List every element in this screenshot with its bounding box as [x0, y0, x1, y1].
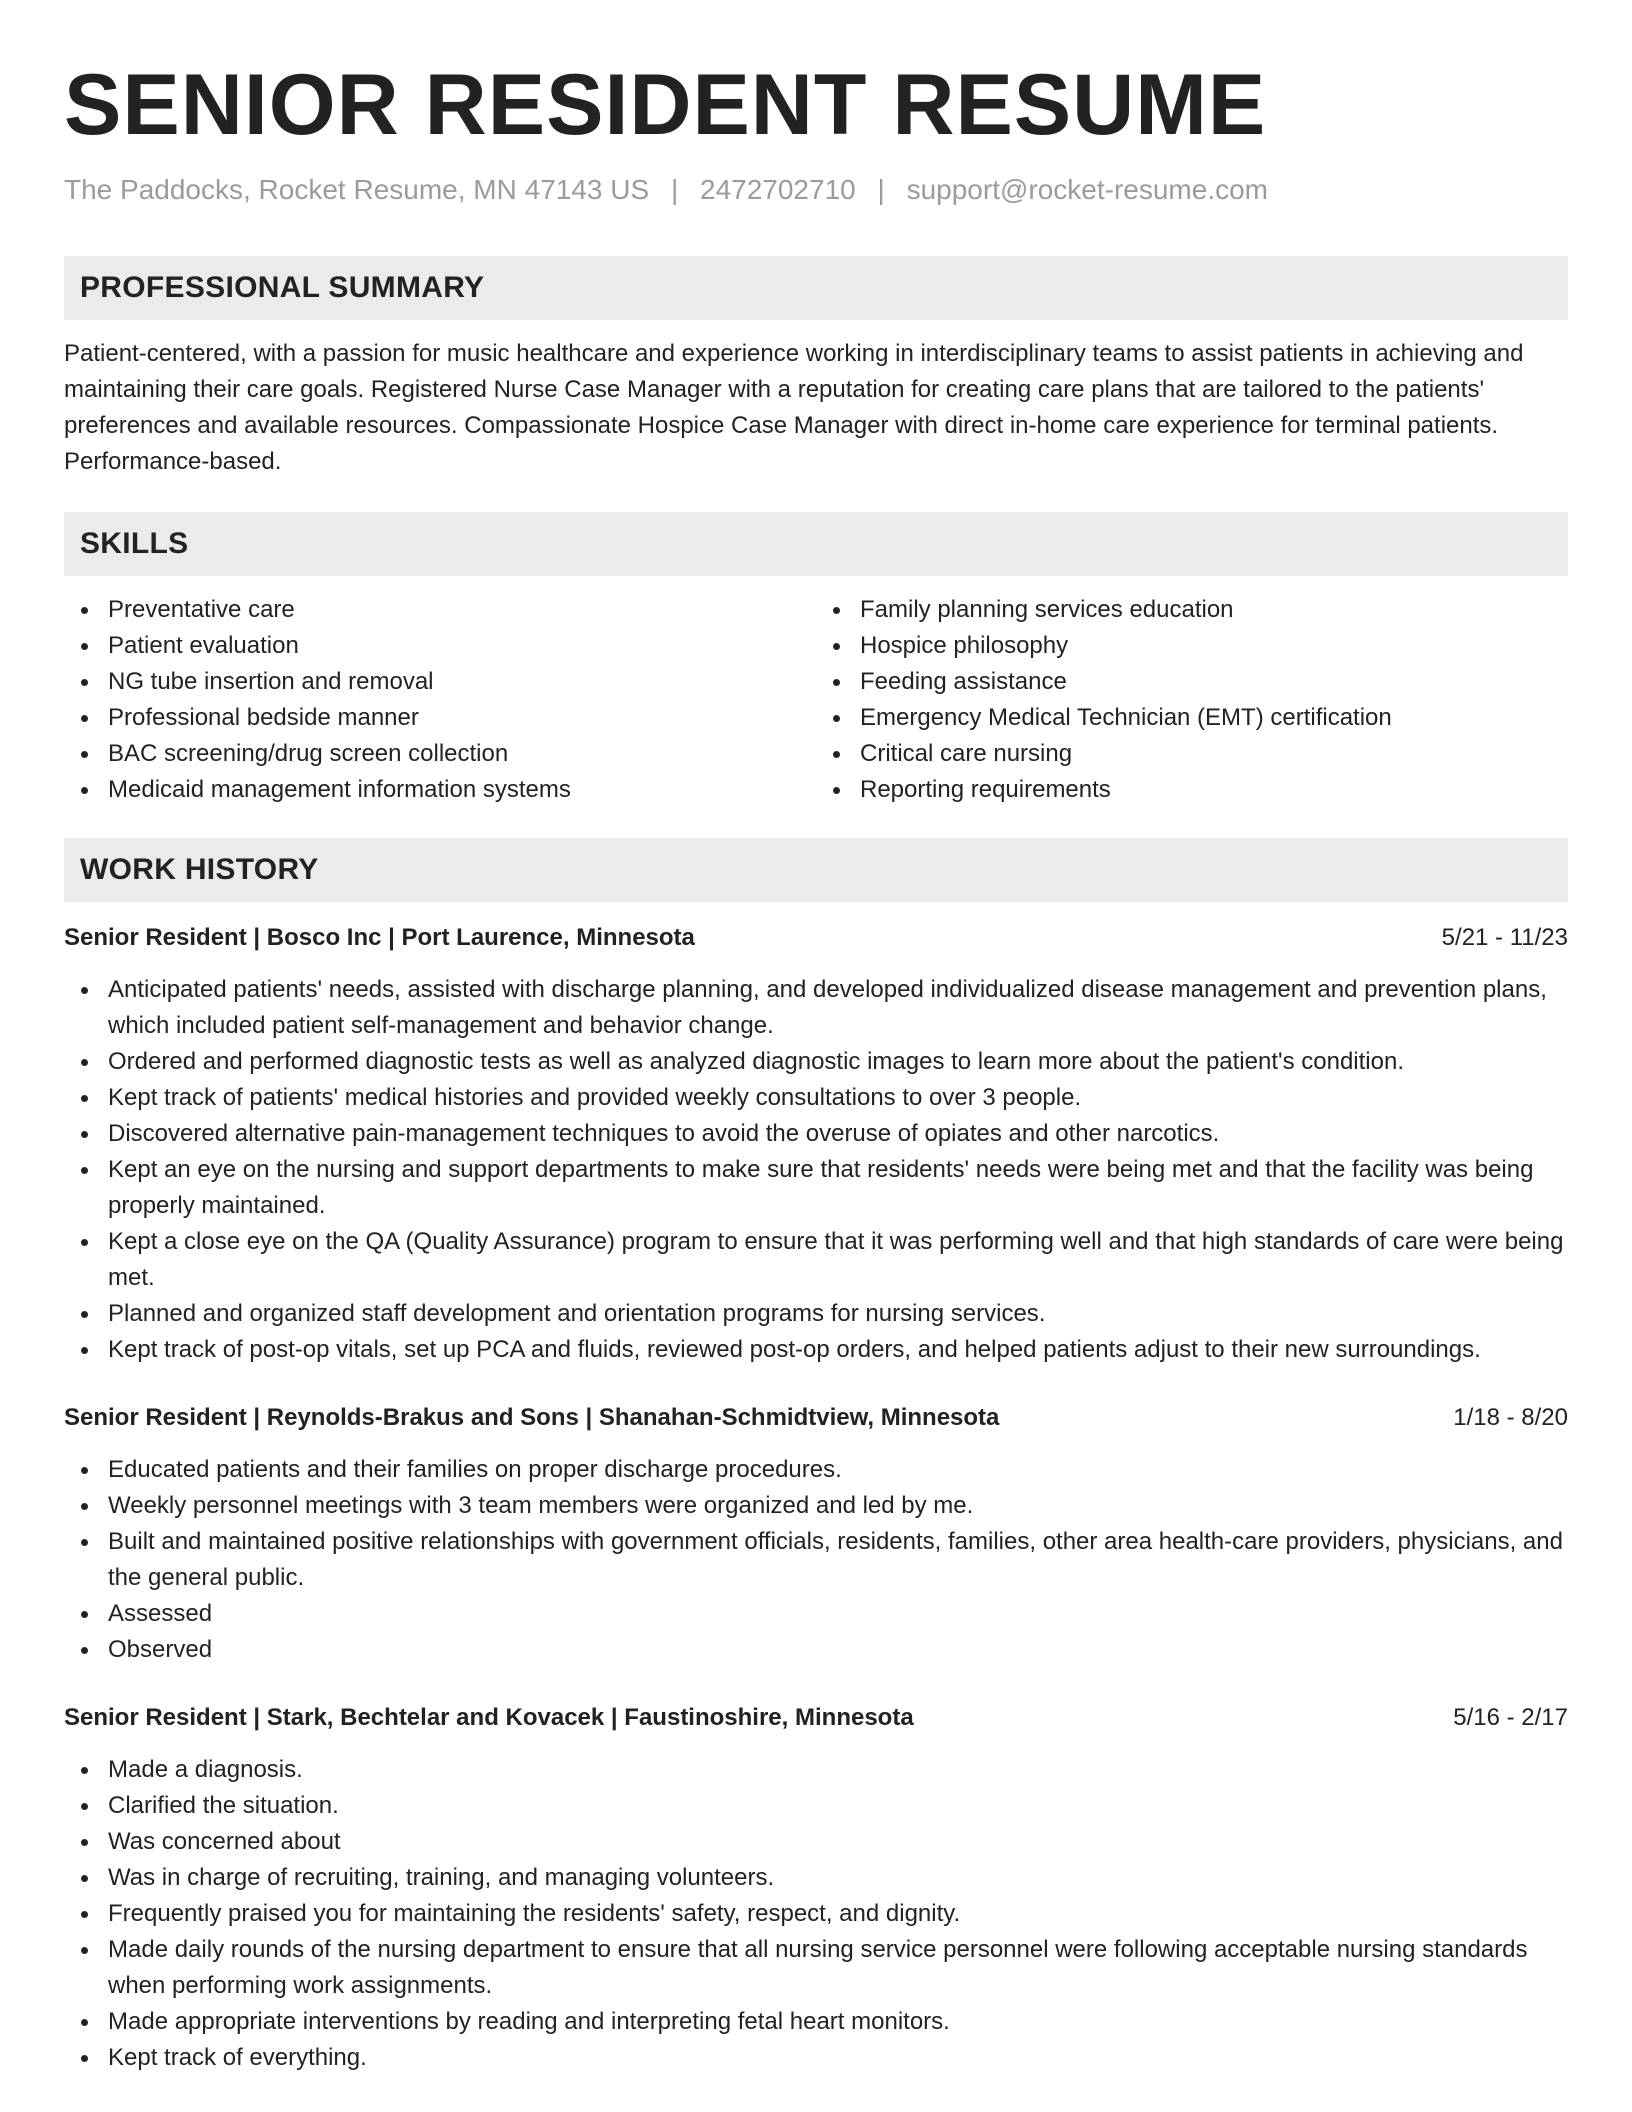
contact-line	[64, 174, 1568, 206]
job-dates: 1/18 - 8/20	[1453, 1404, 1568, 1431]
skill-item: Family planning services education	[816, 592, 1568, 628]
job-bullet: Was in charge of recruiting, training, and managing volunteers.	[64, 1860, 1568, 1896]
skills-column-right	[816, 592, 1568, 808]
job-dates: 5/16 - 2/17	[1453, 1704, 1568, 1731]
job-bullet: Weekly personnel meetings with 3 team members were organized and led by me.	[64, 1488, 1568, 1524]
job-heading: Senior Resident | Stark, Bechtelar and Kovacek | Faustinoshire, Minnesota	[64, 1704, 914, 1731]
section-header-skills: SKILLS	[64, 512, 1568, 576]
job-bullet: Frequently praised you for maintaining the residents' safety, respect, and dignity.	[64, 1896, 1568, 1932]
skills-grid	[64, 592, 1568, 808]
job-bullet: Built and maintained positive relationships with government officials, residents, families, other area health-care providers, physicians, and the general public.	[64, 1524, 1568, 1596]
job-entry	[64, 1700, 1568, 2076]
skill-item: Critical care nursing	[816, 736, 1568, 772]
skills-list-right	[816, 592, 1568, 808]
skill-item: Emergency Medical Technician (EMT) certification	[816, 700, 1568, 736]
job-bullets	[64, 972, 1568, 1368]
job-bullet: Educated patients and their families on proper discharge procedures.	[64, 1452, 1568, 1488]
job-bullet: Kept a close eye on the QA (Quality Assurance) program to ensure that it was performing well and that high standards of care were being met.	[64, 1224, 1568, 1296]
job-bullet: Anticipated patients' needs, assisted with discharge planning, and developed individualized disease management and prevention plans, which included patient self-management and behavior change.	[64, 972, 1568, 1044]
job-header	[64, 920, 1568, 956]
job-header	[64, 1400, 1568, 1436]
job-bullet: Made appropriate interventions by reading and interpreting fetal heart monitors.	[64, 2004, 1568, 2040]
job-bullet: Made a diagnosis.	[64, 1752, 1568, 1788]
job-entry	[64, 920, 1568, 1368]
job-bullet: Assessed	[64, 1596, 1568, 1632]
job-bullet: Kept track of post-op vitals, set up PCA and fluids, reviewed post-op orders, and helped patients adjust to their new surroundings.	[64, 1332, 1568, 1368]
job-bullet: Discovered alternative pain-management techniques to avoid the overuse of opiates and other narcotics.	[64, 1116, 1568, 1152]
skill-item: Feeding assistance	[816, 664, 1568, 700]
contact-email: support@rocket-resume.com	[906, 174, 1269, 205]
job-bullet: Was concerned about	[64, 1824, 1568, 1860]
skill-item: Preventative care	[64, 592, 816, 628]
job-bullet: Clarified the situation.	[64, 1788, 1568, 1824]
job-bullet: Observed	[64, 1632, 1568, 1668]
job-entry	[64, 1400, 1568, 1668]
summary-text: Patient-centered, with a passion for music healthcare and experience working in interdisciplinary teams to assist patients in achieving and maintaining their care goals. Registered Nurse Case Manager with a reputation for creating care plans that are tailored to the patients' preferences and available resources. Compassionate Hospice Case Manager with direct in-home care experience for terminal patients. Performance-based.	[64, 340, 1524, 475]
skills-column-left	[64, 592, 816, 808]
contact-address: The Paddocks, Rocket Resume, MN 47143 US	[64, 174, 650, 205]
job-header	[64, 1700, 1568, 1736]
job-bullet: Kept an eye on the nursing and support departments to make sure that residents' needs were being met and that the facility was being properly maintained.	[64, 1152, 1568, 1224]
job-bullet: Kept track of patients' medical histories and provided weekly consultations to over 3 people.	[64, 1080, 1568, 1116]
job-bullet: Kept track of everything.	[64, 2040, 1568, 2076]
job-dates: 5/21 - 11/23	[1441, 924, 1568, 951]
job-bullet: Made daily rounds of the nursing department to ensure that all nursing service personnel were following acceptable nursing standards when performing work assignments.	[64, 1932, 1568, 2004]
job-heading: Senior Resident | Reynolds-Brakus and Sons | Shanahan-Schmidtview, Minnesota	[64, 1404, 1000, 1431]
section-header-summary: PROFESSIONAL SUMMARY	[64, 256, 1568, 320]
section-header-work-history: WORK HISTORY	[64, 838, 1568, 902]
contact-separator: |	[670, 174, 679, 205]
job-bullets	[64, 1752, 1568, 2076]
skill-item: Reporting requirements	[816, 772, 1568, 808]
skill-item: Medicaid management information systems	[64, 772, 816, 808]
job-bullet: Planned and organized staff development and orientation programs for nursing services.	[64, 1296, 1568, 1332]
skill-item: Professional bedside manner	[64, 700, 816, 736]
contact-separator: |	[877, 174, 885, 205]
job-bullet: Ordered and performed diagnostic tests as well as analyzed diagnostic images to learn more about the patient's condition.	[64, 1044, 1568, 1080]
job-bullets	[64, 1452, 1568, 1668]
skill-item: Hospice philosophy	[816, 628, 1568, 664]
skill-item: BAC screening/drug screen collection	[64, 736, 816, 772]
contact-phone: 2472702710	[700, 174, 856, 205]
skill-item: NG tube insertion and removal	[64, 664, 816, 700]
resume-title: SENIOR RESIDENT RESUME	[64, 57, 1267, 153]
job-heading: Senior Resident | Bosco Inc | Port Laurence, Minnesota	[64, 924, 695, 951]
skill-item: Patient evaluation	[64, 628, 816, 664]
skills-list-left	[64, 592, 816, 808]
